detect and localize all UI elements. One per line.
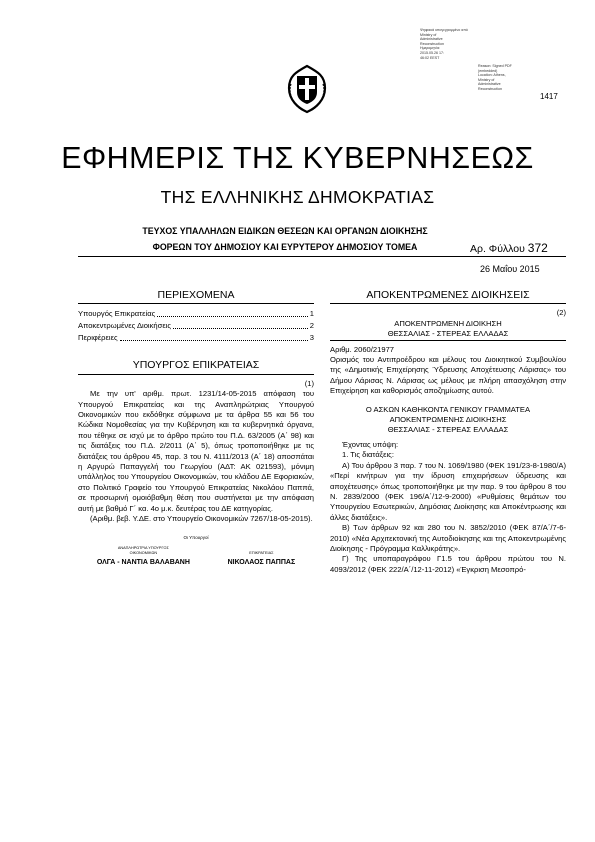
issuer-line3: ΘΕΣΣΑΛΙΑΣ - ΣΤΕΡΕΑΣ ΕΛΛΑΔΑΣ — [387, 425, 509, 435]
issue-date: 26 Μαΐου 2015 — [480, 264, 540, 274]
toc-page: 3 — [309, 333, 314, 343]
stamp-line: 46:02 EEST — [420, 55, 440, 60]
digital-signature-stamp-details — [478, 64, 526, 92]
provisions-intro: 1. Τις διατάξεις: — [342, 450, 394, 460]
paragraph-c: Γ) Της υποπαραγράφου Γ1.5 του άρθρου πρώτου του Ν. 4093/2012 (ΦΕΚ 222/Α΄/12-11-2012) «Έγκριση Μεσοπρό- — [330, 554, 566, 574]
stamp-line: Ημερομηνία: — [420, 46, 441, 51]
decision-note: (Αριθμ. βεβ. Υ.ΔΕ. στο Υπουργείο Οικονομικών 7267/18-05-2015). — [90, 514, 313, 524]
decision-title: Ορισμός του Αντιπροέδρου και μέλους του Διοικητικού Συμβουλίου της «Δημοτικής Επιχείρησης Ύδρευσης Αποχέτευσης Λάρισας» του Δήμου Λάρισας Ν. Λάρισας ως μέλους με πλήρη απασχόληση στην Επιχείρηση και καθορισμός αποζημίωσης αυτού. — [330, 355, 566, 396]
stamp-line: Ministry of — [420, 32, 437, 37]
toc-label: Αποκεντρωμένες Διοικήσεις — [78, 321, 172, 331]
issue-type-line2: ΦΟΡΕΩΝ ΤΟΥ ΔΗΜΟΣΙΟΥ ΚΑΙ ΕΥΡΥΤΕΡΟΥ ΔΗΜΟΣΙΟΥ ΤΟΜΕΑ — [152, 242, 418, 252]
issue-number-value: 372 — [527, 241, 548, 255]
greek-coat-of-arms-icon — [286, 64, 328, 114]
authority-line2: ΘΕΣΣΑΛΙΑΣ - ΣΤΕΡΕΑΣ ΕΛΛΑΔΑΣ — [330, 329, 566, 340]
signatory-role: ΑΝΑΠΛΗΡΩΤΡΙΑ ΥΠΟΥΡΓΟΣ ΟΙΚΟΝΟΜΙΚΩΝ — [117, 545, 169, 555]
issue-number — [470, 241, 548, 255]
toc-label: Υπουργός Επικρατείας — [78, 309, 156, 319]
paragraph-b: Β) Των άρθρων 92 και 280 του Ν. 3852/2010 (ΦΕΚ 87/Α΄/7-6-2010) «Νέα Αρχιτεκτονική της Αυτοδιοίκησης και της Αποκεντρωμένης Διοίκησης - Πρόγραμμα Καλλικράτης». — [330, 523, 566, 553]
toc-heading: ΠΕΡΙΕΧΟΜΕΝΑ — [78, 290, 314, 304]
item-number: (2) — [556, 308, 566, 318]
issuer-line2: ΑΠΟΚΕΝΤΡΩΜΕΝΗΣ ΔΙΟΙΚΗΣΗΣ — [389, 415, 507, 425]
stamp-line: Reason: Signed PDF — [478, 64, 512, 68]
issue-type-line1: ΤΕΥΧΟΣ ΥΠΑΛΛΗΛΩΝ ΕΙΔΙΚΩΝ ΘΕΣΕΩΝ ΚΑΙ ΟΡΓΑΝΩΝ ΔΙΟΙΚΗΣΗΣ — [142, 226, 428, 236]
toc-leader — [120, 332, 308, 341]
signatory — [97, 546, 190, 568]
issue-number-label: Αρ. Φύλλου — [470, 243, 525, 255]
toc-entry[interactable] — [78, 308, 314, 320]
gazette-subtitle: ΤΗΣ ΕΛΛΗΝΙΚΗΣ ΔΗΜΟΚΡΑΤΙΑΣ — [160, 187, 435, 207]
signatory-name: ΟΛΓΑ - ΝΑΝΤΙΑ ΒΑΛΑΒΑΝΗ — [96, 558, 190, 566]
item-number: (1) — [304, 378, 314, 388]
authority-line1: ΑΠΟΚΕΝΤΡΩΜΕΝΗ ΔΙΟΙΚΗΣΗ — [394, 318, 502, 328]
stamp-line: Ministry of — [478, 77, 495, 82]
left-column — [78, 290, 314, 568]
page-number: 1417 — [540, 92, 558, 101]
right-column — [330, 290, 566, 575]
signatory — [228, 546, 296, 568]
stamp-line: Reconstruction — [478, 86, 502, 91]
signatory-role: ΕΠΙΚΡΑΤΕΙΑΣ — [249, 550, 274, 555]
paragraph-a: Α) Του άρθρου 3 παρ. 7 του Ν. 1069/1980 (ΦΕΚ 191/23-8-1980/Α) «Περί κινήτρων για την ίδρυση επιχειρήσεων ύδρευσης και αποχέτευσης» όπως τροποποιήθηκε με την παρ. 9 του άρθρου 8 του Ν. 2839/2000 (ΦΕΚ 196/Α΄/12-9-2000) «Ρυθμίσεις θεμάτων του Υπουργείου Εσωτερικών, Δημόσιας Διοίκησης και Αποκέντρωσης και άλλες διατάξεις». — [330, 460, 566, 522]
signatories — [78, 546, 314, 568]
stamp-line: (embedded) — [478, 68, 498, 73]
toc-entry[interactable] — [78, 320, 314, 332]
stamp-line: Reconstruction — [420, 41, 444, 46]
signatories-heading: Οι Υπουργοί — [183, 534, 209, 540]
stamp-line: Administrative — [478, 82, 501, 87]
section-heading: ΑΠΟΚΕΝΤΡΩΜΕΝΕΣ ΔΙΟΙΚΗΣΕΙΣ — [330, 290, 566, 304]
stamp-line: Ψηφιακά υπογεγραμμένο από — [420, 28, 468, 32]
toc-page: 2 — [309, 321, 314, 331]
stamp-line: 2015.05.26 17: — [420, 50, 444, 55]
toc-leader — [173, 320, 308, 329]
decision-body: Με την υπ' αριθμ. πρωτ. 1231/14-05-2015 απόφαση του Υπουργού Επικρατείας και της Αναπληρώτριας Υπουργού Οικονομικών που εκδόθηκε σύμφωνα με τα άρθρα 55 και 56 του Κώδικα Νομοθεσίας για την Κυβέρνηση και τα κυβερνητικά όργανα, που τέθηκε σε ισχύ με το άρθρο πρώτο του Π.Δ. 63/2005 (Α΄ 98) και τις διατάξεις του Π.Δ. 2/2011 (Α΄ 5), όπως τροποποιήθηκε με τις διατάξεις του άρθρου 45, παρ. 3 του Ν. 4111/2013 (Α΄ 18) αποσπάται η Αργυρώ Παπαγγελή του Γεωργίου (ΑΔΤ: ΑΚ 021593), μόνιμη υπάλληλος του Υπουργείου Οικονομικών, του κλάδου ΔΕ Εφοριακών, στο Πολιτικό Γραφείο του Υπουργού Επικρατείας Νικολάου Παππά, σε προσωρινή ομοιόβαθμη θέση που συστήνεται με την απόφαση αυτή με βαθμό Γ΄ κα. 4ο μ.κ. δευτέρας του ΔΕ κατηγορίας. — [78, 389, 314, 513]
toc-leader — [157, 308, 307, 317]
header-rule — [78, 256, 566, 257]
issuer-line1: Ο ΑΣΚΩΝ ΚΑΘΗΚΟΝΤΑ ΓΕΝΙΚΟΥ ΓΡΑΜΜΑΤΕΑ — [365, 404, 531, 414]
having-regard: Έχοντας υπόψη: — [342, 439, 399, 449]
digital-signature-stamp — [420, 28, 472, 60]
section-heading: ΥΠΟΥΡΓΟΣ ΕΠΙΚΡΑΤΕΙΑΣ — [78, 360, 314, 374]
toc-page: 1 — [309, 309, 314, 319]
gazette-title: ΕΦΗΜΕΡΙΣ ΤΗΣ ΚΥΒΕΡΝΗΣΕΩΣ — [61, 140, 534, 175]
decision-number: Αριθμ. 2060/21977 — [330, 344, 395, 354]
stamp-line: Administrative — [420, 37, 443, 42]
stamp-line: Location: Athens, — [478, 73, 506, 78]
toc-entry[interactable] — [78, 332, 314, 344]
signatory-name: ΝΙΚΟΛΑΟΣ ΠΑΠΠΑΣ — [227, 558, 296, 566]
toc-label: Περιφέρειες — [78, 333, 118, 343]
